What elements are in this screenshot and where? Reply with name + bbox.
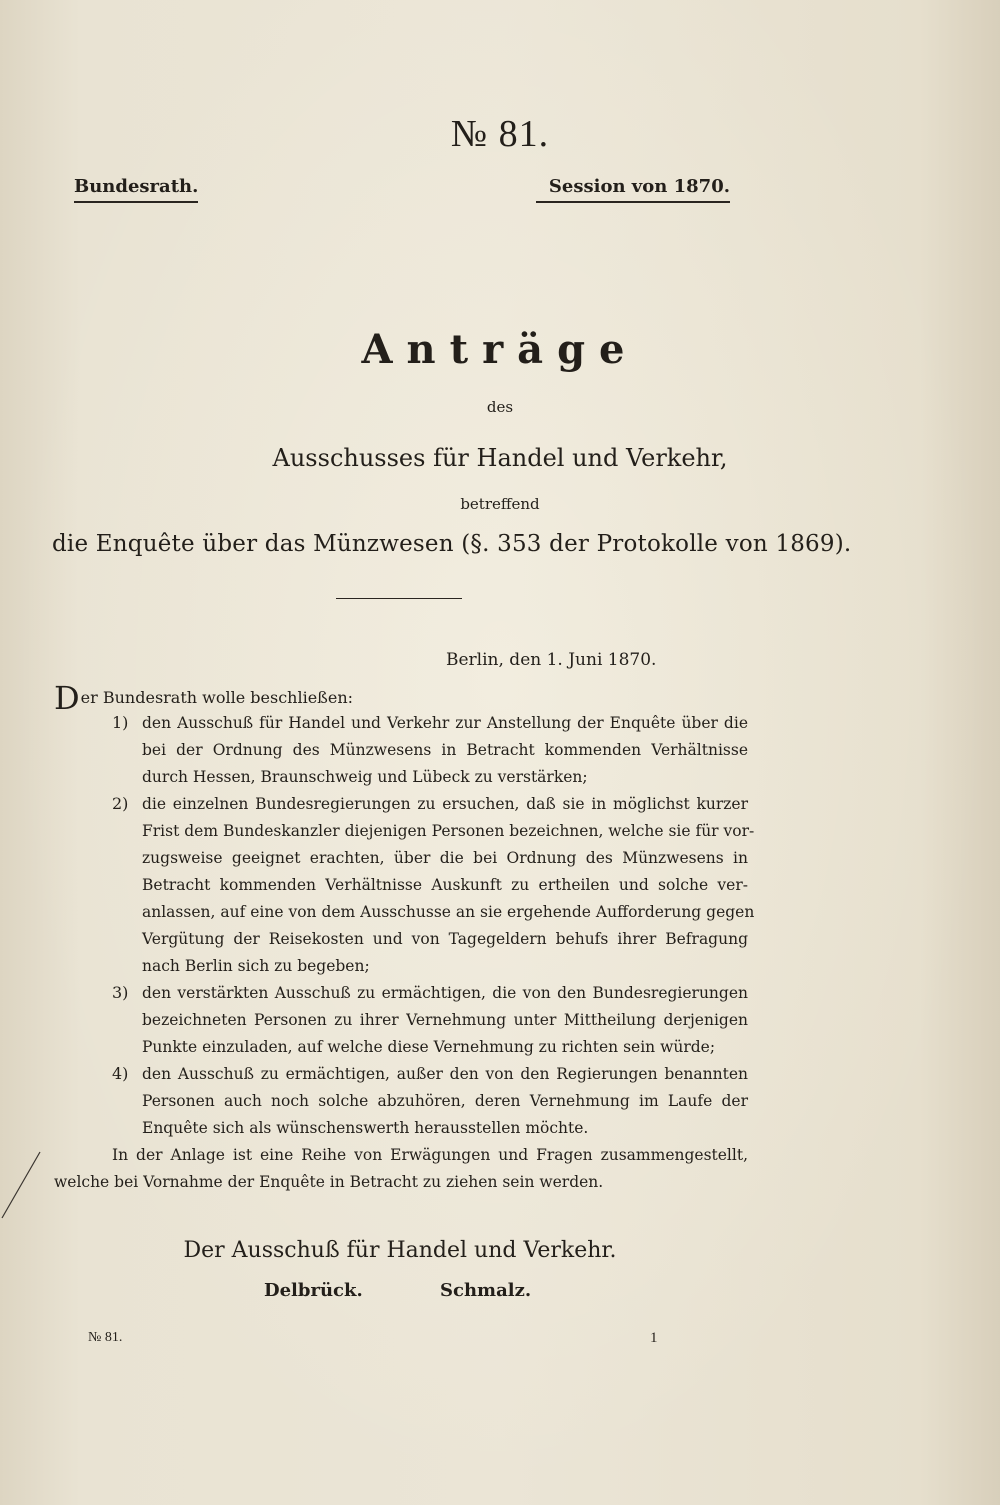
annex-line: welche bei Vornahme der Enquête in Betracht zu ziehen sein werden. (54, 1173, 604, 1191)
item-text-line: zugsweise geeignet erachten, über die bei Ordnung des Münzwesens in (142, 849, 748, 867)
drop-initial: D (54, 679, 80, 717)
item-text-line: Betracht kommenden Verhältnisse Auskunft zu ertheilen und solche ver- (142, 876, 748, 894)
page-number: 1 (650, 1330, 658, 1346)
item-text-line: Personen auch noch solche abzuhören, deren Vernehmung im Laufe der (142, 1092, 748, 1110)
item-text-line: nach Berlin sich zu begeben; (142, 957, 370, 975)
pencil-margin-mark (0, 1150, 60, 1230)
date-line: Berlin, den 1. Juni 1870. (446, 650, 657, 670)
item-text-line: bei der Ordnung des Münzwesens in Betracht kommenden Verhältnisse (142, 741, 748, 759)
des-line: des (486, 398, 514, 416)
item-text-line: die einzelnen Bundesregierungen zu ersuchen, daß sie in möglichst kurzer (142, 795, 748, 813)
item-text-line: Punkte einzuladen, auf welche diese Vernehmung zu richten sein würde; (142, 1038, 716, 1056)
item-text-line: den Ausschuß zu ermächtigen, außer den von den Regierungen benannten (142, 1065, 748, 1083)
item-number: 4) (112, 1064, 129, 1083)
closing-line: Der Ausschuß für Handel und Verkehr. (183, 1238, 617, 1263)
item-text-line: bezeichneten Personen zu ihrer Vernehmung unter Mittheilung derjenigen (142, 1011, 748, 1029)
separator-rule (336, 598, 462, 599)
item-text-line: anlassen, auf eine von dem Ausschusse an sie ergehende Aufforderung gegen (142, 903, 755, 921)
item-number: 3) (112, 983, 129, 1002)
item-text-line: durch Hessen, Braunschweig und Lübeck zu verstärken; (142, 768, 588, 786)
header-bundesrath: Bundesrath. (74, 176, 198, 203)
annex-line: In der Anlage ist eine Reihe von Erwägungen und Fragen zusammengestellt, (112, 1146, 748, 1164)
footer-number: № 81. (88, 1330, 123, 1345)
betreffend-line: betreffend (460, 495, 540, 513)
item-text-line: Frist dem Bundeskanzler diejenigen Personen bezeichnen, welche sie für vor- (142, 822, 755, 840)
item-text-line: Enquête sich als wünschenswerth herausstellen möchte. (142, 1119, 589, 1137)
header-session: Session von 1870. (536, 176, 730, 203)
signature-schmalz: Schmalz. (440, 1280, 532, 1301)
signature-delbrueck: Delbrück. (264, 1280, 363, 1301)
item-text-line: Vergütung der Reisekosten und von Tagegeldern behufs ihrer Befragung (142, 930, 748, 948)
document-title: Anträge (361, 326, 639, 373)
intro-line (54, 679, 353, 717)
document-number: № 81. (450, 113, 550, 155)
item-text-line: den Ausschuß für Handel und Verkehr zur Anstellung der Enquête über die (142, 714, 748, 732)
subject-line: die Enquête über das Münzwesen (§. 353 der Protokolle von 1869). (52, 531, 852, 557)
item-text-line: den verstärkten Ausschuß zu ermächtigen, die von den Bundesregierungen (142, 984, 748, 1002)
committee-line: Ausschusses für Handel und Verkehr, (272, 444, 728, 472)
intro-text: er Bundesrath wolle beschließen: (80, 688, 354, 707)
item-number: 2) (112, 794, 129, 813)
item-number: 1) (112, 713, 129, 732)
